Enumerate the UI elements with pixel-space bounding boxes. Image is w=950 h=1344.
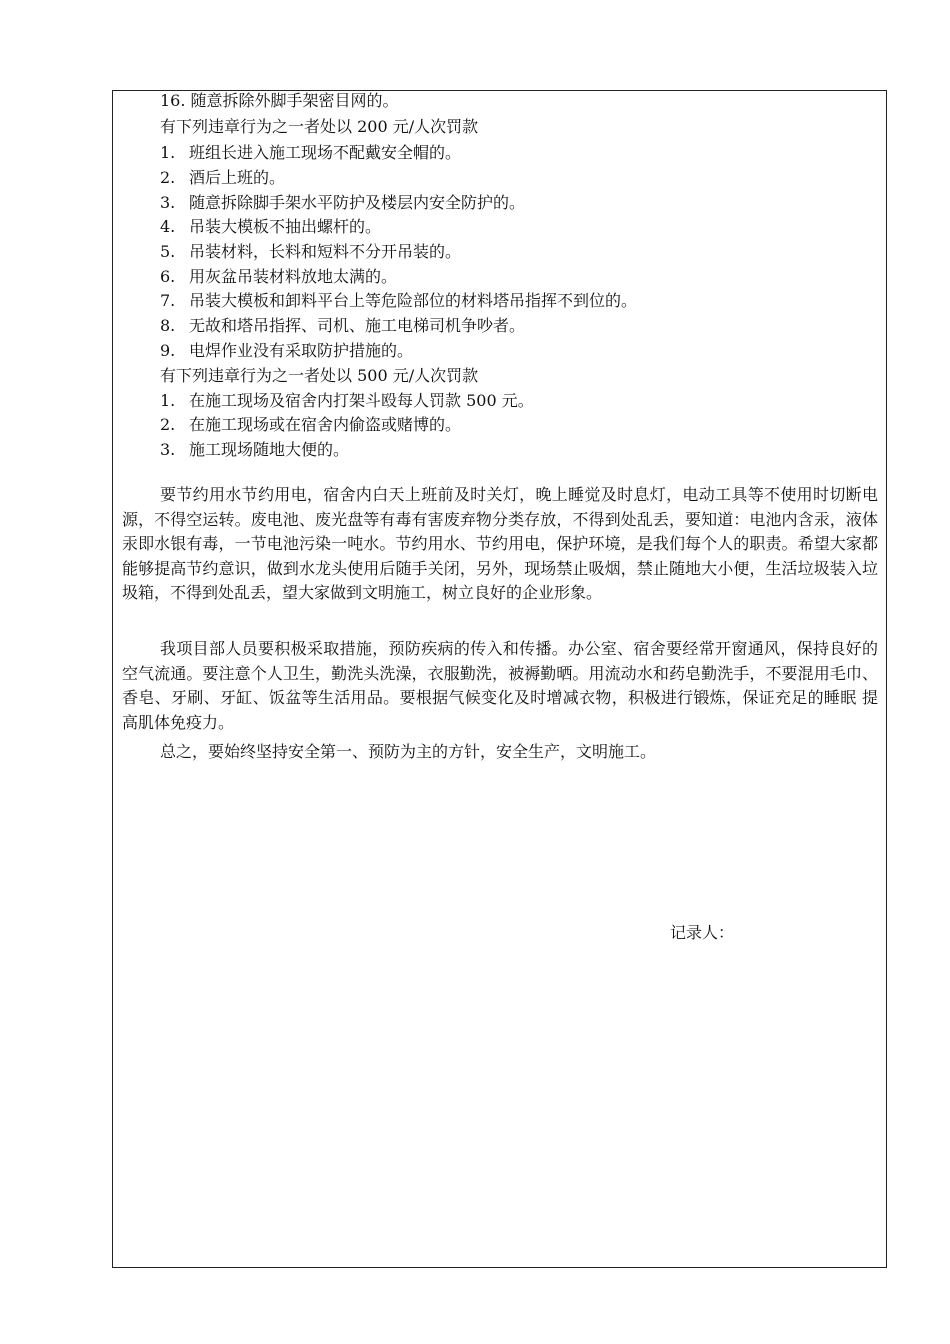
- item-number: 1.: [160, 143, 176, 162]
- list-item: 在施工现场或在宿舍内偷盗或赌博的。: [189, 415, 462, 434]
- list-item: 吊装材料，长料和短料不分开吊装的。: [189, 242, 462, 261]
- heading-500-fine: 有下列违章行为之一者处以 500 元/人次罚款: [160, 366, 479, 385]
- list-item: 在施工现场及宿舍内打架斗殴每人罚款 500 元。: [189, 391, 534, 410]
- recorder-label: 记录人：: [670, 923, 735, 942]
- list-item: 电焊作业没有采取防护措施的。: [189, 341, 414, 360]
- item-number: 8.: [160, 316, 176, 335]
- heading-200-fine: 有下列违章行为之一者处以 200 元/人次罚款: [160, 117, 479, 136]
- item-number: 3.: [160, 440, 176, 459]
- list-item: 班组长进入施工现场不配戴安全帽的。: [189, 143, 462, 162]
- list-item: 吊装大模板和卸料平台上等危险部位的材料塔吊指挥不到位的。: [189, 291, 638, 310]
- list-item: 吊装大模板不抽出螺杆的。: [189, 217, 382, 236]
- list-item: 无故和塔吊指挥、司机、施工电梯司机争吵者。: [189, 316, 526, 335]
- list-item: 施工现场随地大便的。: [189, 440, 350, 459]
- item-number: 4.: [160, 217, 176, 236]
- paragraph-disease-prevention: 我项目部人员要积极采取措施，预防疾病的传入和传播。办公室、宿舍要经常开窗通风，保持良好的空气流通。要注意个人卫生，勤洗头洗澡，衣服勤洗，被褥勤晒。用流动水和药皂勤洗手，不要混用毛巾、香皂、牙刷、牙缸、饭盆等生活用品。要根据气候变化及时增减衣物，积极进行锻炼，保证充足的睡眠 提高肌体免疫力。: [122, 639, 878, 732]
- list-item: 用灰盆吊装材料放地太满的。: [189, 267, 398, 286]
- item-number: 9.: [160, 341, 176, 360]
- item-number: 2.: [160, 415, 176, 434]
- paragraph-conclusion: 总之，要始终坚持安全第一、预防为主的方针，安全生产，文明施工。: [160, 742, 657, 761]
- item-number: 5.: [160, 242, 176, 261]
- item-number: 7.: [160, 291, 176, 310]
- list-item: 酒后上班的。: [189, 168, 286, 187]
- item-number: 3.: [160, 193, 176, 212]
- item-number: 2.: [160, 168, 176, 187]
- item-number: 6.: [160, 267, 176, 286]
- list-item: 随意拆除脚手架水平防护及楼层内安全防护的。: [189, 193, 526, 212]
- item-16: 16. 随意拆除外脚手架密目网的。: [160, 91, 399, 110]
- item-number: 1.: [160, 391, 176, 410]
- paragraph-energy-saving: 要节约用水节约用电，宿舍内白天上班前及时关灯，晚上睡觉及时息灯，电动工具等不使用时切断电源，不得空运转。废电池、废光盘等有毒有害废弃物分类存放，不得到处乱丢，要知道：电池内含汞，液体汞即水银有毒，一节电池污染一吨水。节约用水、节约用电，保护环境，是我们每个人的职责。希望大家都能够提高节约意识，做到水龙头使用后随手关闭，另外，现场禁止吸烟，禁止随地大小便，生活垃圾装入垃圾箱，不得到处乱丢，望大家做到文明施工，树立良好的企业形象。: [122, 485, 878, 603]
